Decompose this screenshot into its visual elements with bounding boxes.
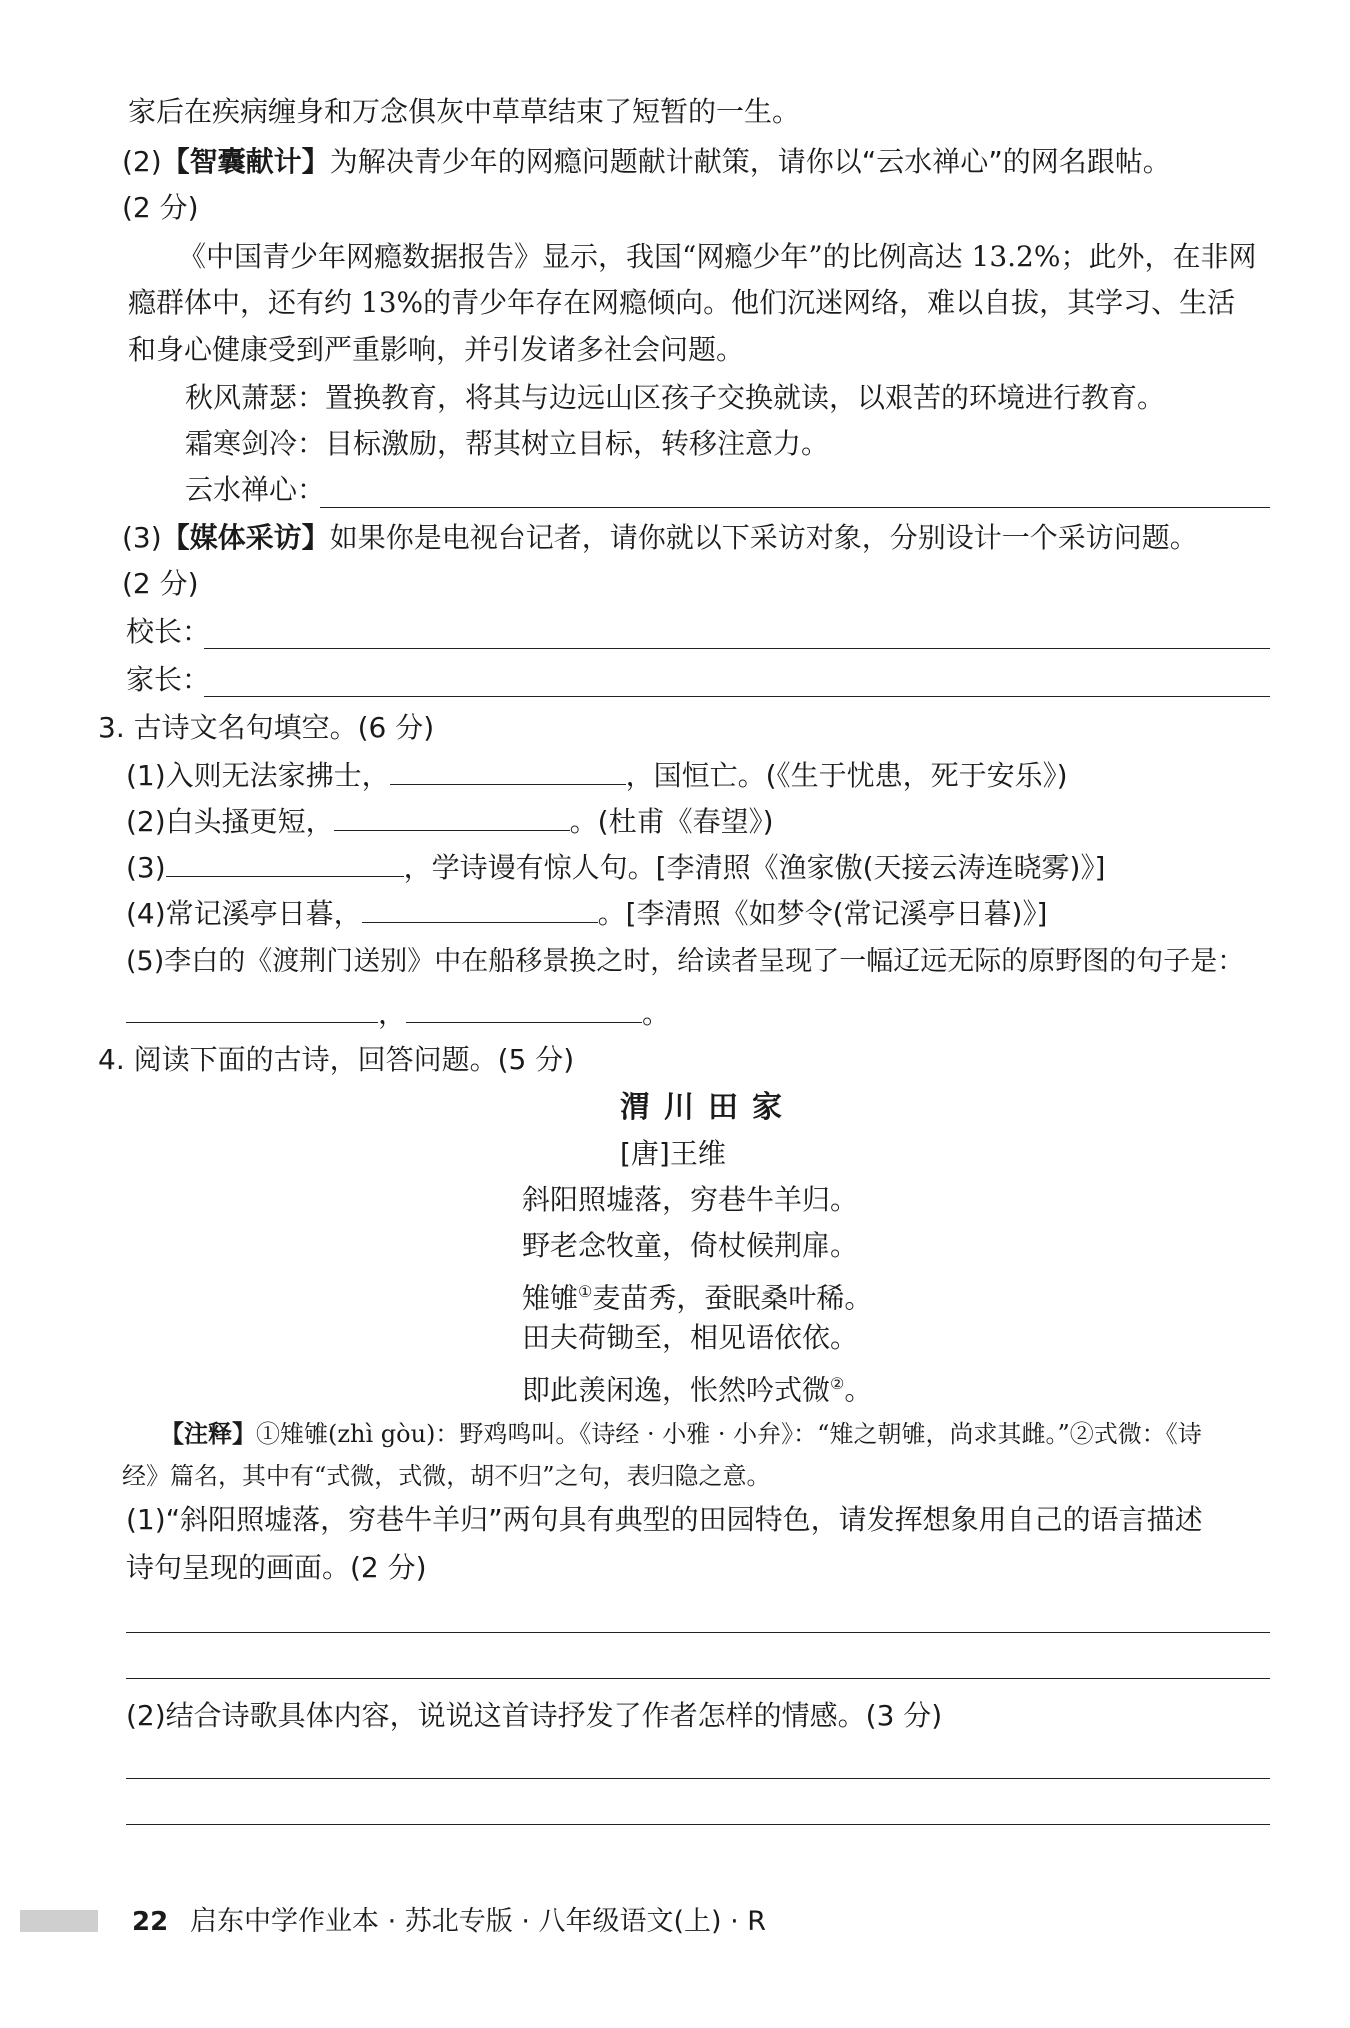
suggestion-autumn: 秋风萧瑟：置换教育，将其与边远山区孩子交换就读，以艰苦的环境进行教育。 bbox=[185, 381, 1166, 414]
answer-line[interactable] bbox=[204, 696, 1270, 697]
answer-line[interactable] bbox=[126, 1824, 1270, 1825]
footer-decoration bbox=[20, 1910, 98, 1932]
report-line: 《中国青少年网瘾数据报告》显示，我国“网瘾少年”的比例高达 13.2%；此外，在非网 bbox=[178, 240, 1257, 273]
question-4-1: (1)“斜阳照墟落，穷巷牛羊归”两句具有典型的田园特色，请发挥想象用自己的语言描述 bbox=[126, 1503, 1203, 1536]
question-score: (2 分) bbox=[122, 567, 199, 600]
parent-label: 家长： bbox=[126, 663, 211, 696]
fill-item-4: (4)常记溪亭日暮， 。[李清照《如梦令(常记溪亭日暮)》] bbox=[126, 894, 1047, 934]
fill-blank[interactable] bbox=[390, 756, 626, 785]
principal-label: 校长： bbox=[126, 615, 211, 648]
annotation: 【注释】①雉雊(zhì gòu)：野鸡鸣叫。《诗经 · 小雅 · 小弁》：“雉之朝雊，尚求其雌。”②式微：《诗 bbox=[160, 1420, 1202, 1448]
question-2-3 bbox=[122, 518, 1198, 558]
question-tag: 【智囊献计】 bbox=[161, 145, 330, 178]
text-line: 家后在疾病缠身和万念俱灰中草草结束了短暂的一生。 bbox=[128, 95, 801, 128]
question-4-2: (2)结合诗歌具体内容，说说这首诗抒发了作者怎样的情感。(3 分) bbox=[126, 1699, 943, 1732]
poem-line: 斜阳照墟落，穷巷牛羊归。 bbox=[522, 1183, 859, 1216]
answer-line[interactable] bbox=[126, 1632, 1270, 1633]
annotation-cont: 经》篇名，其中有“式微，式微，胡不归”之句，表归隐之意。 bbox=[122, 1462, 771, 1490]
footnote-marker: ② bbox=[830, 1374, 845, 1393]
poem-line: 雉雊①麦苗秀，蚕眠桑叶稀。 bbox=[522, 1281, 873, 1315]
answer-line[interactable] bbox=[204, 648, 1270, 649]
footnote-marker: ① bbox=[578, 1282, 593, 1301]
question-number: (2) bbox=[122, 145, 162, 178]
fill-item-5: (5)李白的《渡荆门送别》中在船移景换之时，给读者呈现了一幅辽远无际的原野图的句子是： bbox=[126, 946, 1245, 977]
footer-book-title: 启东中学作业本 · 苏北专版 · 八年级语文(上) · R bbox=[190, 1906, 767, 1937]
report-line: 瘾群体中，还有约 13%的青少年存在网瘾倾向。他们沉迷网络，难以自拔，其学习、生活 bbox=[128, 286, 1236, 319]
fill-item-1: (1)入则无法家拂士， ，国恒亡。(《生于忧患，死于安乐》) bbox=[126, 756, 1068, 796]
question-4-1-cont: 诗句呈现的画面。(2 分) bbox=[126, 1551, 427, 1584]
fill-blank[interactable] bbox=[166, 848, 404, 877]
annotation-tag: 【注释】 bbox=[160, 1420, 256, 1448]
page-number: 22 bbox=[132, 1907, 169, 1937]
question-number: (3) bbox=[122, 521, 162, 554]
answer-line[interactable] bbox=[126, 1678, 1270, 1679]
question-text: 为解决青少年的网瘾问题献计献策，请你以“云水禅心”的网名跟帖。 bbox=[329, 145, 1171, 178]
question-4: 4. 阅读下面的古诗，回答问题。(5 分) bbox=[98, 1043, 575, 1076]
suggestion-frost: 霜寒剑冷：目标激励，帮其树立目标，转移注意力。 bbox=[185, 427, 830, 460]
poem-title: 渭川田家 bbox=[620, 1090, 796, 1125]
poem-line: 田夫荷锄至，相见语依依。 bbox=[522, 1321, 859, 1354]
fill-blank[interactable] bbox=[334, 802, 570, 831]
question-text: 如果你是电视台记者，请你就以下采访对象，分别设计一个采访问题。 bbox=[329, 521, 1198, 554]
question-3: 3. 古诗文名句填空。(6 分) bbox=[98, 711, 435, 744]
question-score: (2 分) bbox=[122, 191, 199, 224]
poem-line: 即此羡闲逸，怅然吟式微②。 bbox=[522, 1373, 873, 1407]
fill-item-3: (3) ，学诗谩有惊人句。[李清照《渔家傲(天接云涛连晓雾)》] bbox=[126, 848, 1105, 888]
question-tag: 【媒体采访】 bbox=[161, 521, 330, 554]
question-2-2 bbox=[122, 142, 1171, 182]
fill-blank[interactable] bbox=[126, 994, 378, 1023]
report-line: 和身心健康受到严重影响，并引发诸多社会问题。 bbox=[128, 333, 745, 366]
fill-item-2: (2)白头搔更短， 。(杜甫《春望》) bbox=[126, 802, 774, 842]
fill-item-5-blanks: ， 。 bbox=[126, 994, 670, 1034]
answer-line[interactable] bbox=[320, 507, 1270, 508]
suggestion-cloud-label: 云水禅心： bbox=[185, 473, 326, 506]
fill-blank[interactable] bbox=[362, 894, 598, 923]
fill-blank[interactable] bbox=[406, 994, 642, 1023]
poem-line: 野老念牧童，倚杖候荆扉。 bbox=[522, 1229, 859, 1262]
answer-line[interactable] bbox=[126, 1778, 1270, 1779]
poem-author: [唐]王维 bbox=[620, 1137, 726, 1170]
